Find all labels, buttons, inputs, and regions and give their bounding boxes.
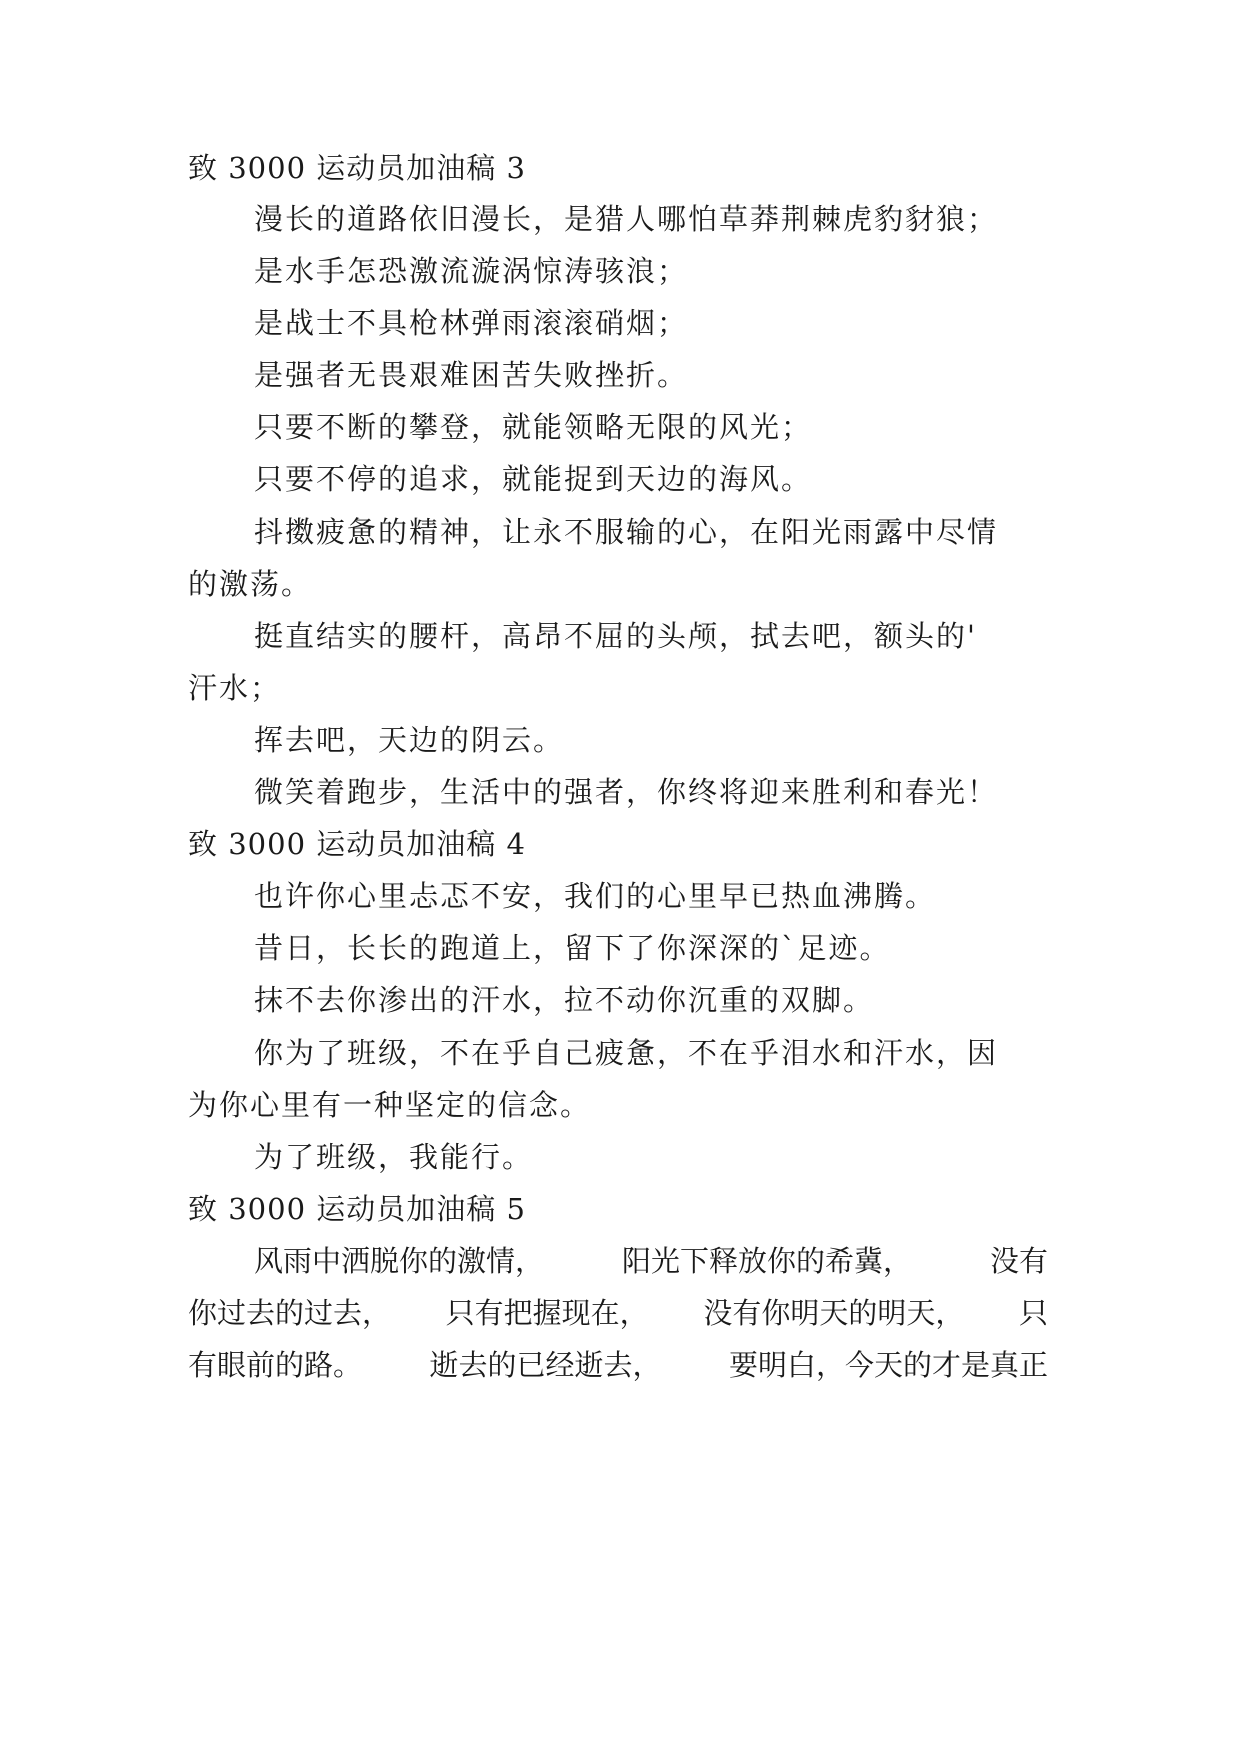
paragraph-line: 微笑着跑步，生活中的强者，你终将迎来胜利和春光！: [254, 775, 999, 809]
text-segment: 没有: [989, 1244, 1048, 1278]
text-segment: 有眼前的路。: [188, 1348, 363, 1382]
section-title: 致 3000 运动员加油稿 4: [188, 827, 526, 861]
section-title: 致 3000 运动员加油稿 5: [188, 1192, 526, 1226]
paragraph-line: 挺直结实的腰杆，高昂不屈的头颅，拭去吧，额头的': [254, 619, 977, 653]
paragraph-line: 是战士不具枪林弹雨滚滚硝烟；: [254, 306, 689, 340]
text-segment: 只: [1018, 1296, 1048, 1330]
paragraph-line: 你为了班级，不在乎自己疲惫，不在乎泪水和汗水，因: [254, 1036, 999, 1070]
paragraph-line: 为了班级，我能行。: [254, 1140, 534, 1174]
text-segment: 只有把握现在，: [445, 1296, 649, 1330]
paragraph-line: 抹不去你渗出的汗水，拉不动你沉重的双脚。: [254, 983, 875, 1017]
text-segment: 阳光下释放你的希冀，: [621, 1244, 912, 1278]
paragraph-line: 挥去吧，天边的阴云。: [254, 723, 565, 757]
paragraph-line: 是水手怎恐激流漩涡惊涛骇浪；: [254, 254, 689, 288]
paragraph-line: 抖擞疲惫的精神，让永不服输的心，在阳光雨露中尽情: [254, 515, 999, 549]
paragraph-line: 也许你心里忐忑不安，我们的心里早已热血沸腾。: [254, 879, 937, 913]
paragraph-line: 昔日，长长的跑道上，留下了你深深的`足迹。: [254, 931, 891, 965]
text-segment: 逝去的已经逝去，: [429, 1348, 662, 1382]
paragraph-line: 漫长的道路依旧漫长，是猎人哪怕草莽荆棘虎豹豺狼；: [254, 202, 999, 236]
paragraph-line: 的激荡。: [188, 567, 313, 601]
paragraph-line: 汗水；: [188, 671, 282, 705]
text-segment: 你过去的过去，: [188, 1296, 392, 1330]
section-title: 致 3000 运动员加油稿 3: [188, 151, 526, 185]
text-segment: 没有你明天的明天，: [703, 1296, 965, 1330]
paragraph-line: [0, 1243, 1241, 1279]
paragraph-line: 只要不断的攀登，就能领略无限的风光；: [254, 410, 813, 444]
text-segment: 要明白，今天的才是真正: [728, 1348, 1048, 1382]
text-segment: 风雨中洒脱你的激情，: [254, 1244, 545, 1278]
paragraph-line: [0, 1347, 1241, 1383]
paragraph-line: 只要不停的追求，就能捉到天边的海风。: [254, 462, 813, 496]
paragraph-line: 为你心里有一种坚定的信念。: [188, 1088, 592, 1122]
paragraph-line: 是强者无畏艰难困苦失败挫折。: [254, 358, 689, 392]
paragraph-line: [0, 1295, 1241, 1331]
